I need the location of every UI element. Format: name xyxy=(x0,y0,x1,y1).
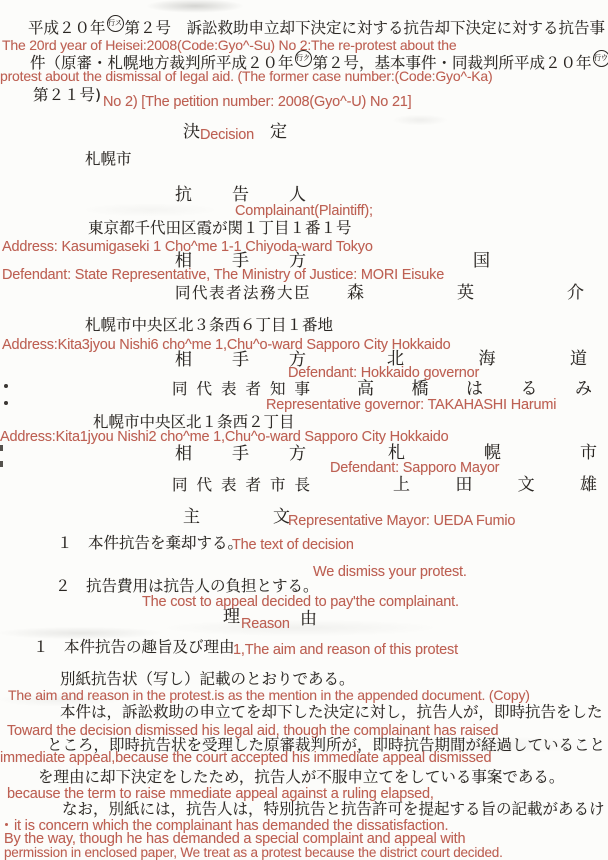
reason-p3-en: immediate appeal,because the court accepted his immediate appeal dismissed xyxy=(0,750,492,766)
reason-p2-en: Toward the decision dismissed his legal aid, though the complainant has raised xyxy=(7,723,499,739)
case-number-line2-en: protest about the dismissal of legal aid. (The former case number:(Code:Gyo^-Ka) xyxy=(0,68,493,84)
case-title: 第２号 訴訟救助申立却下決定に対する抗告却下決定に対する抗告事 xyxy=(124,19,606,37)
name-char: 北 xyxy=(387,349,404,369)
reason-heading-right: 由 xyxy=(300,609,317,629)
reason-heading-en: Reason xyxy=(241,616,290,632)
name-char: 道 xyxy=(570,349,587,369)
defendant-sapporo-en: Defendant: Sapporo Mayor xyxy=(330,460,500,476)
hokkaido-address-en: Address:Kita3jyou Nishi6 cho^me 1,Chu^o-ward Sapporo City Hokkaido xyxy=(2,337,451,353)
mayor-name xyxy=(393,475,597,495)
main-text-item2-en: The cost to appeal decided to pay'the complainant. xyxy=(142,594,459,610)
name-char: 文 xyxy=(517,475,535,495)
minister-rep-label: 同代表者法務大臣 xyxy=(175,284,312,302)
main-text-heading-right: 文 xyxy=(273,507,290,527)
reason-p4-jp: を理由に却下決定をしたため，抗告人が不服申立てをしている事案である。 xyxy=(38,768,565,786)
reason-p2-jp: 本件は，訴訟救助の申立てを却下した決定に対し，抗告人が，即時抗告をした xyxy=(60,703,603,721)
name-char: 雄 xyxy=(579,475,597,495)
name-char: 幌 xyxy=(484,443,501,463)
name-char: 市 xyxy=(580,443,597,463)
complainant-label-jp: 抗告人 xyxy=(175,185,346,205)
case-number-line1-en: The 20rd year of Heisei:2008(Code:Gyo^-Su) No 2:The re-protest about the xyxy=(2,37,457,53)
main-text-item2-jp: ２ 抗告費用は抗告人の負担とする。 xyxy=(55,577,319,595)
minister-name xyxy=(347,283,584,303)
mayor-rep-en: Representative Mayor: UEDA Fumio xyxy=(288,513,516,529)
sapporo-address-jp: 札幌市中央区北１条西２丁目 xyxy=(93,413,295,431)
name-char: 高 xyxy=(357,379,374,399)
main-text-item1-en: We dismiss your protest. xyxy=(313,564,467,580)
complainant-address-jp: 東京都千代田区霞が関１丁目１番１号 xyxy=(88,219,352,237)
reason-section1-en: 1,The aim and reason of this protest xyxy=(233,642,458,658)
reason-section1-jp: １ 本件抗告の趣旨及び理由 xyxy=(33,638,235,656)
scan-mark-artifact xyxy=(0,445,3,451)
sapporo-address-en: Address:Kita1jyou Nishi2 cho^me 1,Chu^o-ward Sapporo City Hokkaido xyxy=(0,429,449,445)
case-number-line3-jp: 第２１号) xyxy=(33,86,102,104)
reason-p6-en: By the way, though he has demanded a special complaint and appeal with xyxy=(4,831,466,847)
scan-dot-artifact xyxy=(4,384,8,388)
reason-p5-en: it is concern which the complainant has demanded the dissatisfaction. xyxy=(14,818,449,834)
decision-heading-left: 決 xyxy=(183,122,200,142)
name-char: 英 xyxy=(457,283,474,303)
circled-case-code-gyo-su: 行ス xyxy=(107,15,124,32)
main-text-heading-en: The text of decision xyxy=(232,537,354,553)
reason-p7-en: permission in enclosed paper, We treat as a protest because the district court decided. xyxy=(4,845,503,860)
former-case-pre: 件（原審・札幌地方裁判所平成２０年 xyxy=(30,54,294,72)
defendant-hokkaido-en: Defendant: Hokkaido governor xyxy=(288,365,480,381)
defendant-hokkaido-label-jp: 相手方 xyxy=(175,350,346,370)
former-case-mid: 第２号，基本事件・同裁判所平成２０年 xyxy=(312,54,592,72)
reason-p5-jp: なお，別紙には，抗告人は，特別抗告と抗告許可を提起する旨の記載があるけ xyxy=(62,800,605,818)
scan-dot-artifact xyxy=(4,401,8,405)
defendant-state-name: 国 xyxy=(473,251,490,271)
governor-rep-label: 同代表者知事 xyxy=(172,380,320,398)
name-char: 上 xyxy=(393,475,410,495)
case-number-line1-jp xyxy=(28,15,605,38)
defendant-state-en: Defendant: State Representative, The Ministry of Justice: MORI Eisuke xyxy=(2,267,445,283)
name-char: み xyxy=(575,379,592,399)
complainant-label-en: Complainant(Plaintiff); xyxy=(235,203,373,219)
case-number-line3-en: No 2) [The petition number: 2008(Gyo^-U) No 21] xyxy=(103,94,412,110)
court-city: 札幌市 xyxy=(85,150,132,168)
reason-heading-left: 理 xyxy=(223,607,240,627)
name-char: 介 xyxy=(567,283,584,303)
complainant-address-en: Address: Kasumigaseki 1 Cho^me 1-1 Chiyoda-ward Tokyo xyxy=(2,239,373,255)
main-text-heading-left: 主 xyxy=(183,507,200,527)
decision-heading-en: Decision xyxy=(200,127,255,143)
reason-p1-en: The aim and reason in the protest.is as the mention in the appended document. (Copy) xyxy=(8,687,530,703)
name-char: 橋 xyxy=(411,379,429,399)
main-text-item1-jp: １ 本件抗告を棄却する。 xyxy=(57,534,244,552)
circled-case-code-gyo-u: 行ウ xyxy=(593,50,608,67)
mayor-rep-label: 同代表者市長 xyxy=(172,476,320,494)
name-char: 田 xyxy=(455,475,473,495)
defendant-state-label-jp: 相手方 xyxy=(175,251,346,271)
governor-rep-en: Representative governor: TAKAHASHI Harumi xyxy=(266,397,557,413)
hokkaido-address-jp: 札幌市中央区北３条西６丁目１番地 xyxy=(85,316,334,334)
reason-p3-jp: ところ，即時抗告状を受理した原審裁判所が，即時抗告期間が経過していること xyxy=(47,736,606,754)
name-char: は xyxy=(466,379,483,399)
scan-mark-artifact xyxy=(0,461,3,467)
circled-case-code-gyo-ku: 行ク xyxy=(295,50,312,67)
name-char: る xyxy=(520,379,538,399)
reason-p4-en: because the term to raise mmediate appeal against a ruling elapsed, xyxy=(7,786,434,802)
decision-heading-right: 定 xyxy=(270,122,287,142)
scan-dot-artifact xyxy=(5,823,8,826)
case-year: 平成２０年 xyxy=(28,19,106,37)
name-char: 海 xyxy=(478,349,496,369)
reason-p1-jp: 別紙抗告状（写し）記載のとおりである。 xyxy=(60,670,355,688)
name-char: 森 xyxy=(347,283,364,303)
defendant-sapporo-label-jp: 相手方 xyxy=(175,444,346,464)
name-char: 札 xyxy=(388,443,405,463)
